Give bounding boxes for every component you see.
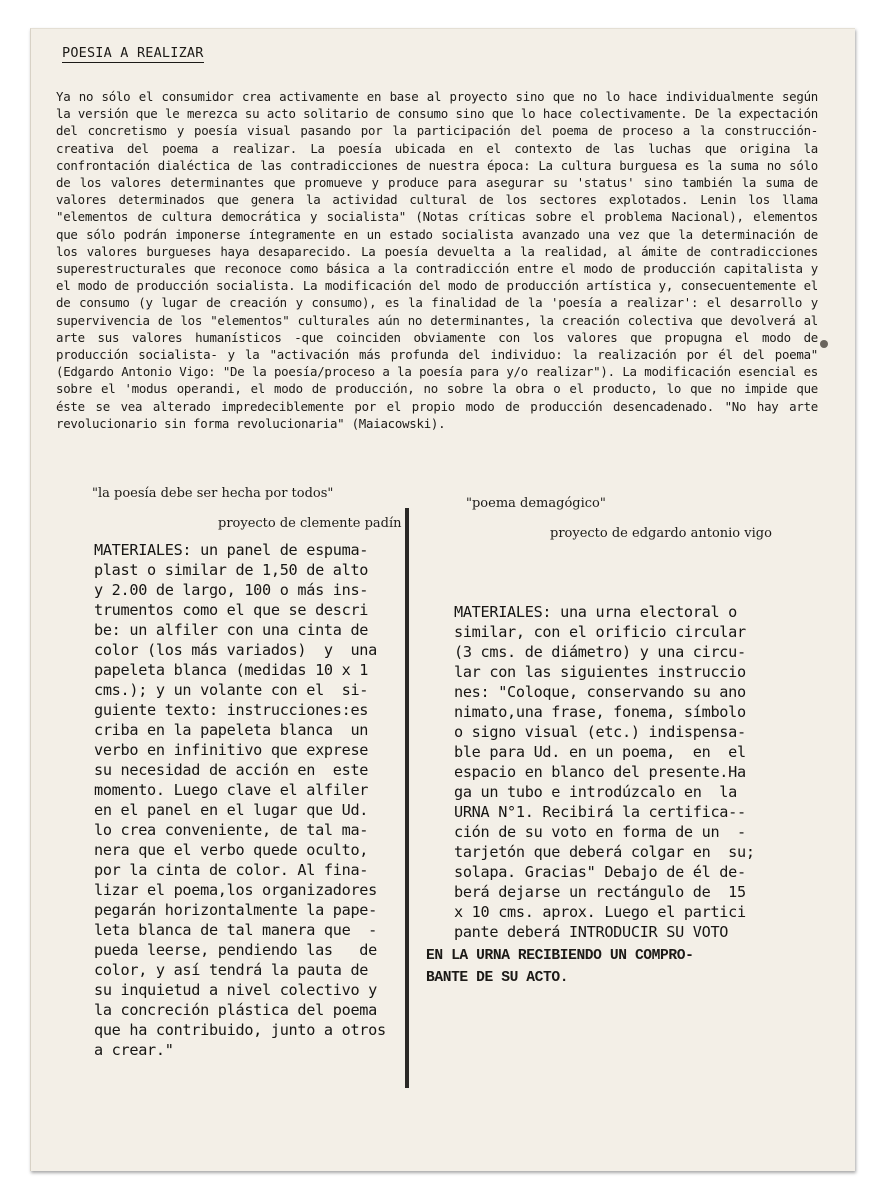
right-poem-credit: proyecto de edgardo antonio vigo — [550, 526, 772, 541]
staple-hole — [820, 340, 828, 348]
right-poem-closing: EN LA URNA RECIBIENDO UN COMPRO- BANTE DE SU ACTO. — [426, 948, 694, 986]
right-poem-instructions: MATERIALES: una urna electoral o similar, con el orificio circular (3 cms. de diámetro) y una circu- lar con las siguientes instruccio nes: "Coloque, conservando su ano nimato,una frase, fonema, símbolo o signo visual (etc.) indispensa- ble para Ud. en un poema, en el espacio en blanco del presente.Ha ga un tubo e introdúzcalo en la URNA N°1. Recibirá la certifica-- ción de su voto en forma de un - tarjetón que deberá colgar en su; solapa. Gracias" Debajo de él de- berá dejarse un rectángulo de 15 x 10 cms. aprox. Luego el partici pante deberá INTRODUCIR SU VOTO — [454, 603, 755, 941]
column-divider — [405, 508, 409, 1088]
right-poem-quote: "poema demagógico" — [466, 496, 606, 511]
page-title: POESIA A REALIZAR — [62, 45, 204, 61]
left-poem-instructions: MATERIALES: un panel de espuma- plast o similar de 1,50 de alto y 2.00 de largo, 100 o más ins- trumentos como el que se descri be: un alfiler con una cinta de color (los más variados) y una papeleta blanca (medidas 10 x 1 cms.); y un volante con el si- guiente texto: instrucciones:es criba en la papeleta blanca un verbo en infinitivo que exprese su necesidad de acción en este momento. Luego clave el alfiler en el panel en el lugar que Ud. lo crea conveniente, de tal ma- nera que el verbo quede oculto, por la cinta de color. Al fina- lizar el poema,los organizadores pegarán horizontalmente la pape- leta blanca de tal manera que - pueda leerse, pendiendo las de color, y así tendrá la pauta de su inquietud a nivel colectivo y la concreción plástica del poema que ha contribuido, junto a otros a crear." — [94, 541, 386, 1059]
intro-paragraph: Ya no sólo el consumidor crea activamente en base al proyecto sino que no lo hace individualmente según la versión que le merezca su acto solitario de consumo sino que lo hace colectivamente. De la expectación del concretismo y poesía visual pasando por la participación del poema de proceso a la construcción-creativa del poema a realizar. La poesía ubicada en el contexto de las luchas que origina la confrontación dialéctica de las contradicciones de nuestra época: La cultura burguesa es la suma no sólo de los valores determinantes que promueve y produce para asegurar su 'status' sino también la suma de valores determinados que genera la actividad cultural de los sectores explotados. Lenin los llama "elementos de cultura democrática y socialista" (Notas críticas sobre el problema Nacional), elementos que sólo podrán imponerse íntegramente en un estado socialista avanzado una vez que la determinación de los valores burgueses haya desaparecido. La poesía devuelta a la realidad, al ámite de contradicciones superestructurales que reconoce como básica a la contradicción entre el modo de producción capitalista y el modo de producción socialista. La modificación del modo de producción artística y, consecuentemente el de consumo (y lugar de creación y consumo), es la finalidad de la 'poesía a realizar': el desarrollo y supervivencia de los "elementos" culturales aún no determinantes, la creación colectiva que devolverá al arte sus valores humanísticos -que coinciden obviamente con los valores que propugna el modo de producción socialista- y la "activación más profunda del individuo: la realización por él del poema" (Edgardo Antonio Vigo: "De la poesía/proceso a la poesía para y/o realizar"). La modificación esencial es sobre el 'modus operandi, el modo de producción, no sobre la obra o el producto, lo que no impide que éste se vea alterado impredeciblemente por el propio modo de producción desencadenado. "No hay arte revolucionario sin forma revolucionaria" (Maiacowski). — [56, 89, 818, 431]
left-poem-quote: "la poesía debe ser hecha por todos" — [92, 486, 334, 501]
left-poem-credit: proyecto de clemente padín — [218, 516, 402, 531]
